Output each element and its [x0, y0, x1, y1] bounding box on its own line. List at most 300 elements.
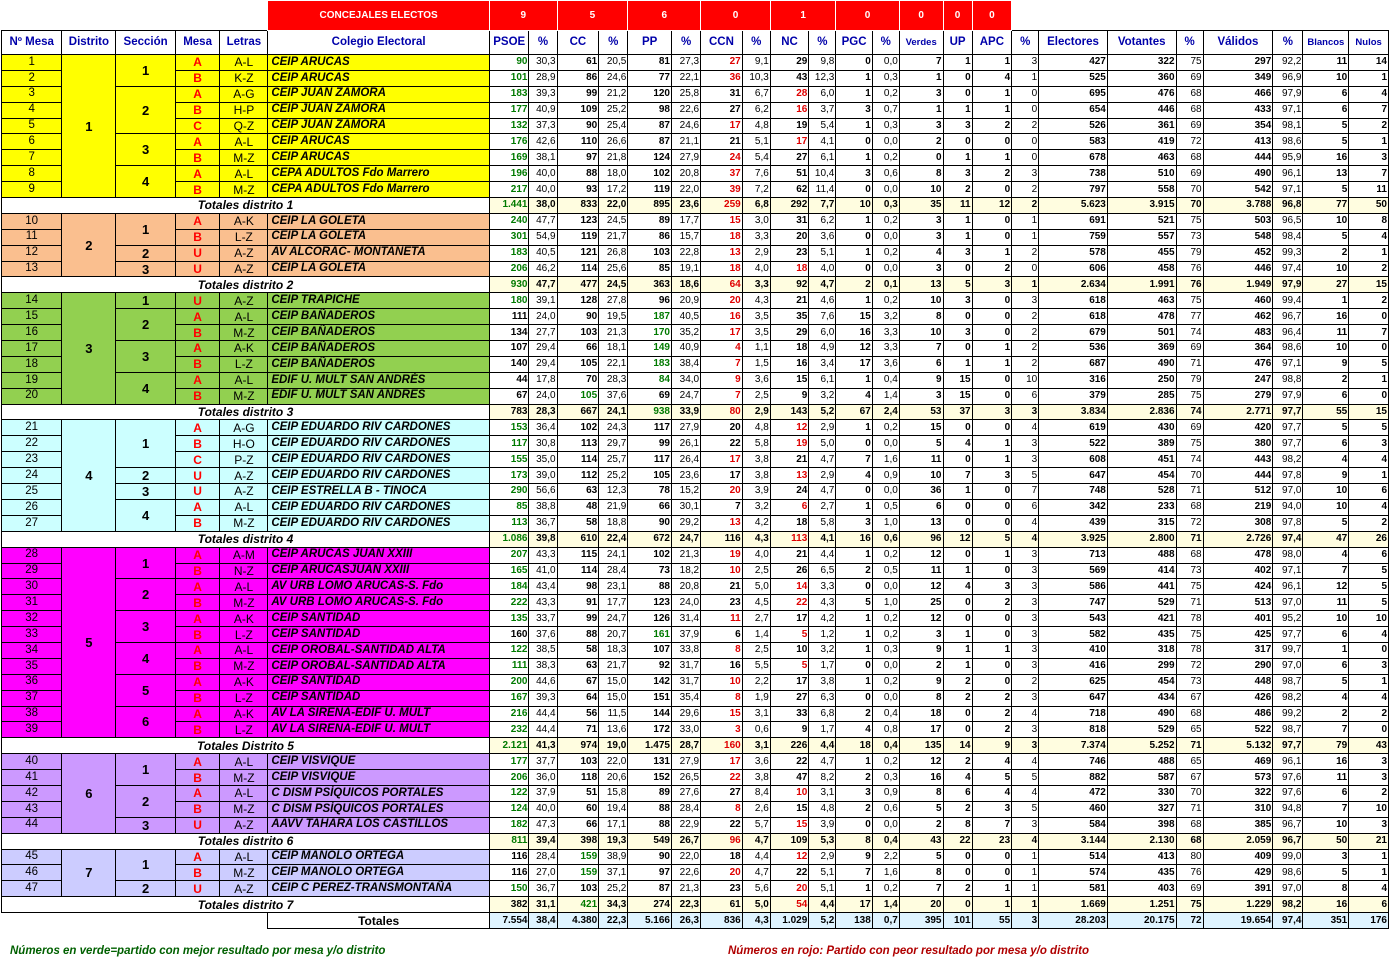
total-value: 5.252	[1107, 738, 1176, 754]
mesa-letter: B	[175, 801, 220, 817]
value-cell: 177	[489, 102, 529, 118]
value-cell: 23	[701, 881, 743, 897]
total-value: 18	[836, 738, 872, 754]
value-cell: 4,7	[742, 865, 770, 881]
polling-station: CEIP BAÑADEROS	[268, 309, 490, 325]
total-value: 26	[1349, 531, 1389, 547]
value-cell: 439	[1039, 515, 1108, 531]
value-cell: 7	[836, 452, 872, 468]
value-cell: 15,8	[599, 785, 628, 801]
value-cell: 1	[836, 547, 872, 563]
value-cell: 48	[557, 499, 599, 515]
column-header: %	[672, 31, 701, 55]
value-cell: 4	[1303, 452, 1349, 468]
value-cell: 747	[1039, 595, 1108, 611]
value-cell: 12	[770, 420, 808, 436]
value-cell: 5	[972, 770, 1012, 786]
table-row	[2, 452, 1389, 468]
value-cell: 97,6	[1273, 785, 1303, 801]
grand-total-value: 138	[836, 913, 872, 929]
value-cell: 6,1	[809, 372, 836, 388]
value-cell: 818	[1039, 722, 1108, 738]
value-cell: 1	[836, 293, 872, 309]
value-cell: 72	[1176, 134, 1203, 150]
value-cell: 3,9	[809, 817, 836, 833]
value-cell: 9	[701, 372, 743, 388]
total-value: 54	[770, 897, 808, 913]
value-cell: 3	[1012, 166, 1039, 182]
value-cell: 416	[1039, 658, 1108, 674]
value-cell: 36,7	[529, 881, 557, 897]
value-cell: 24,5	[599, 213, 628, 229]
letters-range: H-O	[220, 436, 268, 452]
value-cell: 529	[1107, 595, 1176, 611]
value-cell: 10,4	[809, 166, 836, 182]
value-cell: 0,0	[872, 579, 899, 595]
value-cell: 2	[972, 261, 1012, 277]
value-cell: 490	[1107, 706, 1176, 722]
value-cell: 79	[1176, 245, 1203, 261]
value-cell: 4	[972, 785, 1012, 801]
value-cell: 24	[770, 484, 808, 500]
value-cell: 250	[1107, 372, 1176, 388]
header-spacer	[2, 1, 62, 31]
value-cell: 586	[1039, 579, 1108, 595]
total-value: 76	[1176, 277, 1203, 293]
value-cell: 98,7	[1273, 722, 1303, 738]
value-cell: 713	[1039, 547, 1108, 563]
letters-range: M-Z	[220, 865, 268, 881]
value-cell: 4	[1012, 706, 1039, 722]
value-cell: 3	[1012, 547, 1039, 563]
value-cell: 16	[770, 102, 808, 118]
value-cell: 2	[1012, 182, 1039, 198]
value-cell: 17	[836, 356, 872, 372]
table-row	[2, 674, 1389, 690]
total-value: 0,1	[872, 277, 899, 293]
value-cell: 0	[899, 150, 943, 166]
value-cell: 11	[1303, 595, 1349, 611]
value-cell: 4,4	[742, 849, 770, 865]
value-cell: 0	[943, 595, 972, 611]
header-spacer	[220, 1, 268, 31]
total-value: 80	[701, 404, 743, 420]
table-row	[2, 229, 1389, 245]
mesa-letter: A	[175, 86, 220, 102]
grand-total-spacer	[2, 913, 268, 929]
value-cell: 26,5	[672, 770, 701, 786]
value-cell: 2	[1012, 325, 1039, 341]
value-cell: 0,8	[872, 722, 899, 738]
table-row	[2, 642, 1389, 658]
mesa-number: 22	[2, 436, 62, 452]
value-cell: 391	[1203, 881, 1273, 897]
value-cell: 513	[1203, 595, 1273, 611]
value-cell: 86	[557, 70, 599, 86]
elected-count: 0	[899, 1, 943, 31]
value-cell: 0	[1349, 722, 1389, 738]
value-cell: 525	[1039, 70, 1108, 86]
mesa-number: 19	[2, 372, 62, 388]
value-cell: 91	[557, 595, 599, 611]
value-cell: 74	[1176, 325, 1203, 341]
polling-station: CEIP JUAN ZAMORA	[268, 118, 490, 134]
value-cell: 413	[1107, 849, 1176, 865]
value-cell: 2,9	[809, 420, 836, 436]
value-cell: 2	[972, 118, 1012, 134]
value-cell: 1	[972, 881, 1012, 897]
value-cell: 521	[1107, 213, 1176, 229]
total-value: 61	[701, 897, 743, 913]
mesa-letter: B	[175, 770, 220, 786]
total-value: 1	[1012, 277, 1039, 293]
value-cell: 6,1	[809, 150, 836, 166]
value-cell: 51	[770, 166, 808, 182]
total-value: 143	[770, 404, 808, 420]
value-cell: 69	[1176, 420, 1203, 436]
mesa-number: 14	[2, 293, 62, 309]
mesa-letter: C	[175, 452, 220, 468]
value-cell: 20,7	[599, 627, 628, 643]
polling-station: CEIP ARUCAS	[268, 70, 490, 86]
total-value: 38,0	[529, 198, 557, 214]
polling-station: AAVV TAHARA LOS CASTILLOS	[268, 817, 490, 833]
mesa-letter: U	[175, 817, 220, 833]
value-cell: 22	[701, 770, 743, 786]
value-cell: 40,0	[529, 182, 557, 198]
value-cell: 452	[1203, 245, 1273, 261]
value-cell: 5,8	[742, 436, 770, 452]
value-cell: 510	[1107, 166, 1176, 182]
polling-station: CEIP EDUARDO RIV CARDONES	[268, 420, 490, 436]
value-cell: 5,4	[742, 150, 770, 166]
value-cell: 97	[557, 150, 599, 166]
district-total-label: Totales distrito 1	[2, 198, 490, 214]
value-cell: 455	[1107, 245, 1176, 261]
value-cell: 78	[628, 484, 672, 500]
letters-range: M-Z	[220, 515, 268, 531]
value-cell: 2	[1012, 341, 1039, 357]
value-cell: 9	[899, 674, 943, 690]
value-cell: 43,3	[529, 547, 557, 563]
total-value: 4,1	[809, 531, 836, 547]
mesa-letter: A	[175, 611, 220, 627]
value-cell: 472	[1039, 785, 1108, 801]
value-cell: 5,7	[742, 817, 770, 833]
value-cell: 37,3	[529, 118, 557, 134]
value-cell: 15	[770, 817, 808, 833]
mesa-number: 39	[2, 722, 62, 738]
value-cell: 39,3	[529, 86, 557, 102]
value-cell: 88	[628, 801, 672, 817]
value-cell: 0	[943, 722, 972, 738]
total-value: 23,6	[672, 198, 701, 214]
value-cell: 17,8	[529, 372, 557, 388]
value-cell: 2,6	[742, 801, 770, 817]
value-cell: 7	[701, 356, 743, 372]
value-cell: 21	[770, 547, 808, 563]
total-value: 5.132	[1203, 738, 1273, 754]
value-cell: 3	[1012, 436, 1039, 452]
value-cell: 7	[1349, 325, 1389, 341]
value-cell: 409	[1203, 849, 1273, 865]
value-cell: 65	[1176, 754, 1203, 770]
value-cell: 76	[1176, 261, 1203, 277]
elected-count: 0	[701, 1, 771, 31]
letters-range: M-Z	[220, 595, 268, 611]
value-cell: 71	[1176, 484, 1203, 500]
value-cell: 67	[489, 388, 529, 404]
total-value: 1.251	[1107, 897, 1176, 913]
value-cell: 81	[628, 55, 672, 71]
grand-total-value: 1.029	[770, 913, 808, 929]
value-cell: 97,0	[1273, 658, 1303, 674]
column-header: %	[1012, 31, 1039, 55]
value-cell: 0	[972, 213, 1012, 229]
value-cell: 7	[972, 817, 1012, 833]
mesa-letter: C	[175, 118, 220, 134]
value-cell: 9,1	[742, 55, 770, 71]
value-cell: 19,5	[599, 309, 628, 325]
table-row	[2, 658, 1389, 674]
table-row	[2, 102, 1389, 118]
mesa-letter: B	[175, 70, 220, 86]
total-value: 96,8	[1273, 198, 1303, 214]
mesa-number: 30	[2, 579, 62, 595]
value-cell: 68	[1176, 706, 1203, 722]
mesa-number: 24	[2, 468, 62, 484]
value-cell: 98,6	[1273, 134, 1303, 150]
mesa-letter: U	[175, 881, 220, 897]
value-cell: 17	[701, 754, 743, 770]
value-cell: 68	[1176, 499, 1203, 515]
value-cell: 3,6	[872, 356, 899, 372]
elected-title: CONCEJALES ELECTOS	[268, 1, 490, 31]
polling-station: CEIP MANOLO ORTEGA	[268, 849, 490, 865]
value-cell: 4,7	[809, 484, 836, 500]
total-value: 5,2	[809, 404, 836, 420]
value-cell: 99,7	[1273, 642, 1303, 658]
table-row	[2, 785, 1389, 801]
value-cell: 1	[972, 452, 1012, 468]
value-cell: 1,0	[872, 595, 899, 611]
value-cell: 98,4	[1273, 229, 1303, 245]
total-value: 4	[1012, 833, 1039, 849]
letters-range: P-Z	[220, 452, 268, 468]
table-row	[2, 388, 1389, 404]
total-value: 1.949	[1203, 277, 1273, 293]
total-value: 22,0	[599, 198, 628, 214]
value-cell: 330	[1107, 785, 1176, 801]
value-cell: 54,9	[529, 229, 557, 245]
value-cell: 17,2	[599, 182, 628, 198]
value-cell: 3,2	[742, 499, 770, 515]
value-cell: 122	[489, 642, 529, 658]
grand-total-value: 101	[943, 913, 972, 929]
value-cell: 2	[899, 134, 943, 150]
value-cell: 6,8	[809, 706, 836, 722]
value-cell: 29	[770, 55, 808, 71]
value-cell: 93	[557, 182, 599, 198]
column-header: Letras	[220, 31, 268, 55]
value-cell: 68	[1176, 102, 1203, 118]
value-cell: 11	[899, 563, 943, 579]
polling-station: CEPA ADULTOS Fdo Marrero	[268, 182, 490, 198]
value-cell: 70	[1176, 785, 1203, 801]
value-cell: 7,2	[742, 182, 770, 198]
value-cell: 1,4	[872, 388, 899, 404]
total-value: 22,3	[672, 897, 701, 913]
total-value: 974	[557, 738, 599, 754]
value-cell: 410	[1039, 642, 1108, 658]
value-cell: 200	[489, 674, 529, 690]
value-cell: 512	[1203, 484, 1273, 500]
value-cell: 15	[770, 801, 808, 817]
value-cell: 582	[1039, 627, 1108, 643]
value-cell: 62	[770, 182, 808, 198]
value-cell: 3	[836, 102, 872, 118]
value-cell: 10	[899, 468, 943, 484]
value-cell: 1	[1349, 245, 1389, 261]
mesa-number: 34	[2, 642, 62, 658]
value-cell: 27	[701, 785, 743, 801]
value-cell: 2	[836, 706, 872, 722]
mesa-number: 42	[2, 785, 62, 801]
value-cell: 70	[1176, 468, 1203, 484]
letters-range: L-Z	[220, 690, 268, 706]
table-row	[2, 722, 1389, 738]
value-cell: 3,3	[872, 341, 899, 357]
value-cell: 6,5	[809, 563, 836, 579]
value-cell: 12	[836, 341, 872, 357]
total-value: 5,0	[742, 897, 770, 913]
value-cell: 88	[628, 817, 672, 833]
section-cell: 1	[116, 754, 175, 786]
value-cell: 0	[836, 55, 872, 71]
mesa-number: 45	[2, 849, 62, 865]
value-cell: 11,5	[599, 706, 628, 722]
value-cell: 0,7	[872, 102, 899, 118]
polling-station: CEIP ESTRELLA B - TINOCA	[268, 484, 490, 500]
value-cell: 8	[899, 865, 943, 881]
value-cell: 14	[1349, 55, 1389, 71]
value-cell: 22,0	[599, 754, 628, 770]
total-value: 5	[972, 531, 1012, 547]
value-cell: 75	[1176, 579, 1203, 595]
value-cell: 501	[1107, 325, 1176, 341]
value-cell: 4,8	[742, 420, 770, 436]
value-cell: 0	[972, 372, 1012, 388]
value-cell: 0	[943, 452, 972, 468]
total-value: 672	[628, 531, 672, 547]
value-cell: 21,3	[672, 881, 701, 897]
value-cell: 0	[836, 134, 872, 150]
value-cell: 97,1	[1273, 102, 1303, 118]
value-cell: 1	[1012, 229, 1039, 245]
value-cell: 0,0	[872, 182, 899, 198]
total-value: 1.229	[1203, 897, 1273, 913]
value-cell: 435	[1107, 627, 1176, 643]
value-cell: 1	[1303, 642, 1349, 658]
section-cell: 3	[116, 341, 175, 373]
value-cell: 105	[557, 388, 599, 404]
value-cell: 2,5	[742, 642, 770, 658]
mesa-number: 44	[2, 817, 62, 833]
column-header: Verdes	[899, 31, 943, 55]
value-cell: 219	[1203, 499, 1273, 515]
value-cell: 27	[701, 102, 743, 118]
column-header: %	[872, 31, 899, 55]
value-cell: 5	[1349, 579, 1389, 595]
value-cell: 746	[1039, 754, 1108, 770]
value-cell: 3	[701, 722, 743, 738]
value-cell: 4,0	[742, 261, 770, 277]
value-cell: 96,1	[1273, 579, 1303, 595]
value-cell: 39	[701, 182, 743, 198]
value-cell: 6	[1012, 499, 1039, 515]
value-cell: 3	[899, 118, 943, 134]
district-total-row	[2, 198, 1389, 214]
value-cell: 42,6	[529, 134, 557, 150]
value-cell: 759	[1039, 229, 1108, 245]
value-cell: 15	[943, 372, 972, 388]
value-cell: 0,3	[872, 70, 899, 86]
value-cell: 738	[1039, 166, 1108, 182]
value-cell: 10	[770, 785, 808, 801]
value-cell: 7	[701, 499, 743, 515]
district-cell: 5	[62, 547, 116, 738]
total-value: 39,8	[529, 531, 557, 547]
value-cell: 9,8	[809, 55, 836, 71]
value-cell: 37,1	[599, 865, 628, 881]
value-cell: 18	[770, 515, 808, 531]
value-cell: 398	[1107, 817, 1176, 833]
value-cell: 3	[899, 388, 943, 404]
section-cell: 3	[116, 817, 175, 833]
value-cell: 3,8	[742, 468, 770, 484]
district-cell: 7	[62, 849, 116, 897]
value-cell: 29,4	[529, 356, 557, 372]
polling-station: CEIP OROBAL-SANTIDAD ALTA	[268, 658, 490, 674]
value-cell: 2	[1012, 674, 1039, 690]
value-cell: 3	[943, 325, 972, 341]
value-cell: 44	[489, 372, 529, 388]
total-value: 97,7	[1273, 404, 1303, 420]
value-cell: 478	[1203, 547, 1273, 563]
value-cell: 7	[1303, 801, 1349, 817]
column-header: Distrito	[62, 31, 116, 55]
value-cell: 0,0	[872, 690, 899, 706]
value-cell: 2	[1303, 245, 1349, 261]
value-cell: 5	[770, 627, 808, 643]
value-cell: 2	[972, 166, 1012, 182]
total-value: 2,4	[872, 404, 899, 420]
value-cell: 0	[972, 388, 1012, 404]
value-cell: 132	[489, 118, 529, 134]
value-cell: 21,7	[599, 229, 628, 245]
value-cell: 2	[1349, 515, 1389, 531]
value-cell: 96,4	[1273, 325, 1303, 341]
table-row	[2, 356, 1389, 372]
total-value: 113	[770, 531, 808, 547]
grand-total-value: 72	[1176, 913, 1203, 929]
polling-station: AV LA SIRENA-EDIF U. MULT	[268, 722, 490, 738]
value-cell: 573	[1203, 770, 1273, 786]
value-cell: 4	[1012, 515, 1039, 531]
mesa-letter: A	[175, 579, 220, 595]
value-cell: 0	[1012, 86, 1039, 102]
value-cell: 1	[972, 356, 1012, 372]
